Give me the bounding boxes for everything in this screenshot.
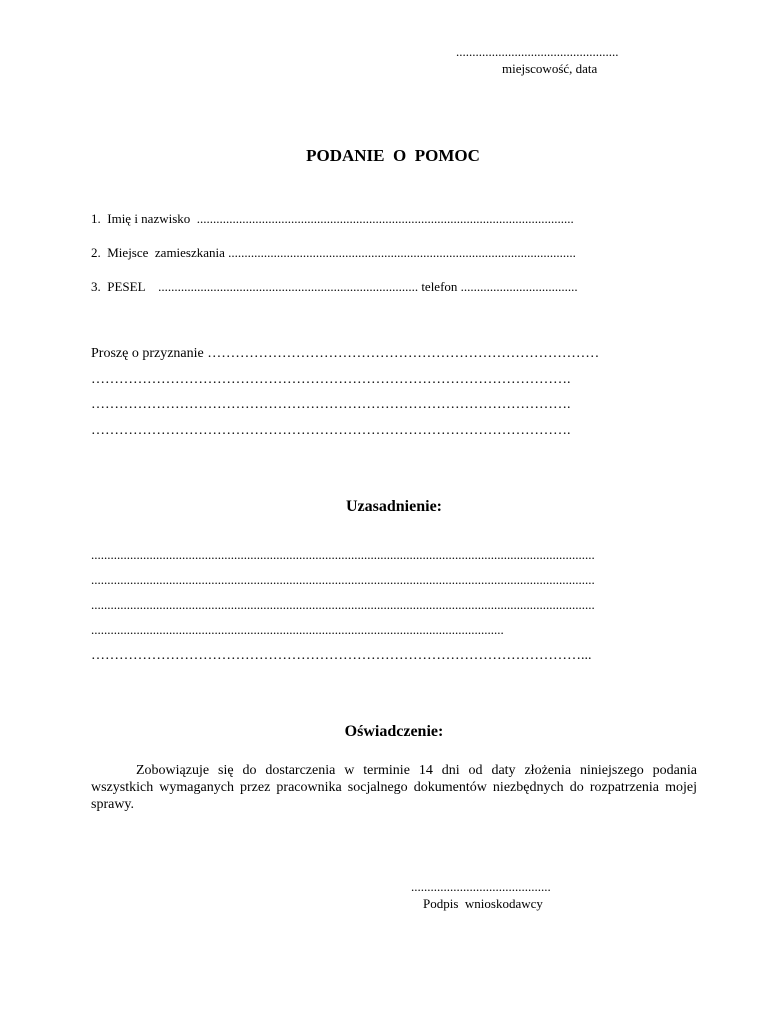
declaration-body: Zobowiązuje się do dostarczenia w terminie 14 dni od daty złożenia niniejszego podania wszystkich wymaganych przez pracownika socjalnego dokumentów niezbędnych do rozpatrzenia mojej sprawy.: [91, 763, 697, 812]
justification-line: ……………………………………………………………………………………………...: [91, 648, 592, 663]
declaration-heading: Oświadczenie:: [344, 723, 444, 740]
field-address-label: 2. Miejsce zamieszkania: [91, 245, 229, 260]
justification-line: ...........................................................................................................................................................: [91, 597, 595, 612]
signature-dots: ...........................................: [411, 879, 551, 894]
field-name-dots: ....................................................................................................................: [196, 211, 574, 226]
place-date-label: miejscowość, data: [502, 61, 598, 76]
signature-label: Podpis wnioskodawcy: [423, 896, 543, 911]
request-line-first: [91, 346, 599, 362]
place-date-dots: ..................................................: [456, 44, 619, 59]
justification-line: ...........................................................................................................................................................: [91, 572, 595, 587]
justification-line: ...............................................................................................................................: [91, 622, 504, 637]
field-address: [91, 245, 576, 261]
request-line: ………………………………………………………………………………………….: [91, 397, 571, 412]
field-pesel-phone: [91, 279, 578, 295]
request-line: ………………………………………………………………………………………….: [91, 372, 571, 387]
field-pesel-dots: ................................................................................ telefon ....................................: [158, 279, 578, 294]
field-name: [91, 211, 574, 227]
field-pesel-label: 3. PESEL: [91, 279, 159, 294]
field-name-label: 1. Imię i nazwisko: [91, 211, 197, 226]
field-address-dots: ...........................................................................................................: [228, 245, 576, 260]
justification-line: ...........................................................................................................................................................: [91, 547, 595, 562]
request-label: Proszę o przyznanie: [91, 346, 208, 361]
document-title: PODANIE O POMOC: [306, 146, 480, 165]
request-dots: …………………………………………………………………………: [207, 346, 600, 361]
request-line: ………………………………………………………………………………………….: [91, 423, 571, 438]
declaration-text: [91, 762, 697, 813]
justification-heading: Uzasadnienie:: [346, 498, 442, 515]
